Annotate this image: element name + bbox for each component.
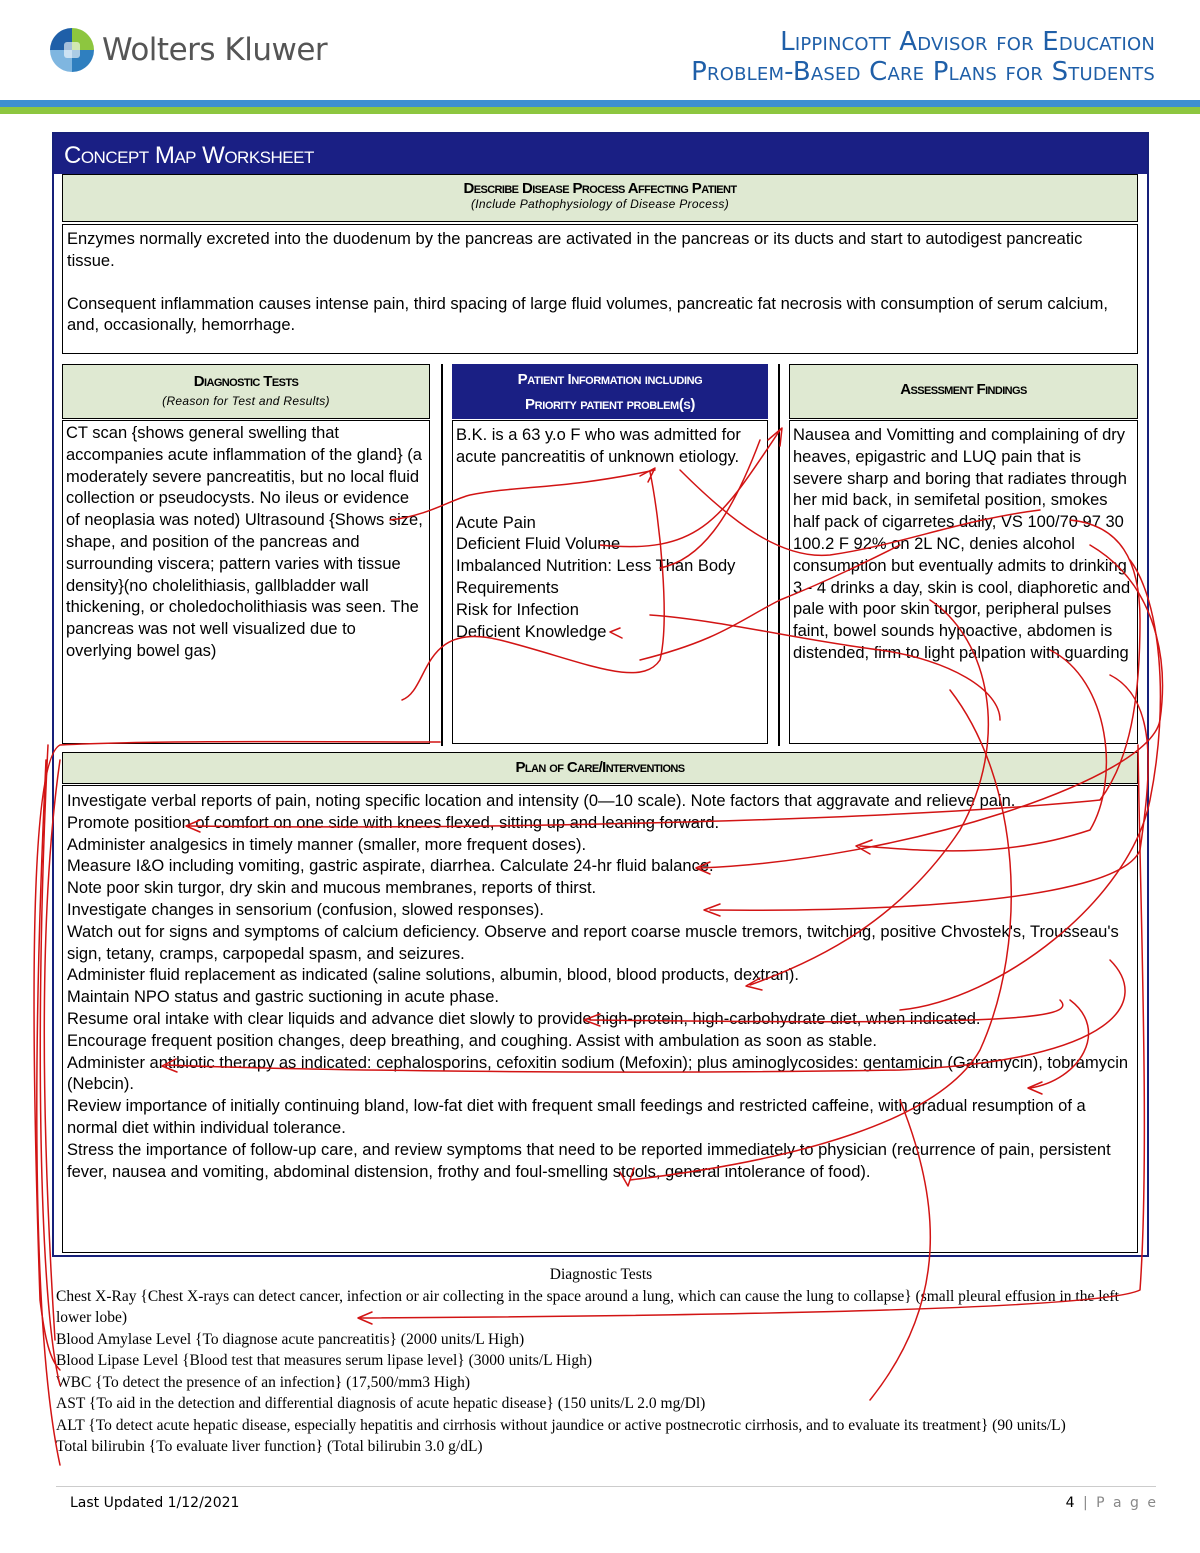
footer-divider [56, 1486, 1156, 1487]
intervention-item: Resume oral intake with clear liquids and advance diet slowly to provide high-protein, high-carbohydrate diet, when indicated. [67, 1009, 981, 1028]
intervention-item: Investigate verbal reports of pain, noting specific location and intensity (0—10 scale). Note factors that aggravate and relieve pain. [67, 792, 1016, 810]
patient-summary: B.K. is a 63 y.o F who was admitted for acute pancreatitis of unknown etiology. [456, 426, 741, 466]
intervention-item: Investigate changes in sensorium (confusion, slowed responses). [67, 900, 544, 919]
header-title-line-1: Lippincott Advisor for Education [780, 27, 1155, 57]
additional-diagnostic-tests [56, 1264, 1146, 1458]
priority-problem: Imbalanced Nutrition: Less Than Body Requirements [456, 557, 736, 597]
disease-process-heading: Describe Disease Process Affecting Patient [463, 180, 737, 197]
header-title-line-2: Problem-Based Care Plans for Students [691, 57, 1155, 87]
disease-process-header [62, 174, 1138, 222]
additional-test-item: AST {To aid in the detection and differential diagnosis of acute hepatic disease} (150 units/L 2.0 mg/Dl) [56, 1395, 706, 1412]
patient-info-header [452, 364, 768, 419]
intervention-item: Watch out for signs and symptoms of calcium deficiency. Observe and report coarse muscle tremors, twitching, positive Chvostek's, Trousseau's sign, tetany, cramps, carpopedal spasm, and seizures. [67, 922, 1119, 963]
page-number-value: 4 [1065, 1495, 1077, 1511]
wolters-kluwer-logo-icon [50, 28, 94, 72]
diagnostic-tests-text: CT scan {shows general swelling that accompanies acute inflammation of the gland} (a moderately severe pancreatitis, but no local fluid collection or pseudocysts. No ileus or evidence of neoplasia was noted) Ultrasound {Shows size, shape, and position of the pancreas and surrounding viscera; pattern varies with tissue density}(no cholelithiasis, gallbladder wall thickening, or choledocholithiasis was seen. The pancreas was not well visualized due to overlying bowel gas) [66, 424, 423, 660]
plan-of-care-header [62, 752, 1138, 784]
diagnostic-tests-subheading: (Reason for Test and Results) [162, 394, 330, 408]
page-label: | P a g e [1082, 1495, 1158, 1511]
last-updated: Last Updated 1/12/2021 [70, 1495, 240, 1511]
assessment-findings-header [789, 364, 1138, 419]
patient-info-content [452, 420, 768, 744]
disease-paragraph: Enzymes normally excreted into the duodenum by the pancreas are activated in the pancreas or its ducts and start to autodigest pancreatic tissue. [67, 230, 1083, 270]
assessment-findings-content [789, 420, 1138, 744]
assessment-findings-text: Nausea and Vomitting and complaining of dry heaves, epigastric and LUQ pain that is severe sharp and boring that radiates through her mid back, in semifetal position, smokes half pack of cigarretes daily, VS 100/70 97 30 100.2 F 92% on 2L NC, denies alcohol consumption but eventually admits to drinking 3 - 4 drinks a day, skin is cool, diaphoretic and pale with poor skin turgor, peripheral pulses faint, bowel sounds hypoactive, abdomen is distended, firm to light palpation with guarding [793, 426, 1131, 662]
header-divider-green [0, 107, 1200, 114]
column-divider [441, 364, 443, 746]
intervention-item: Administer fluid replacement as indicated (saline solutions, albumin, blood, blood products, dextran). [67, 966, 799, 985]
priority-problem: Risk for Infection [456, 600, 579, 619]
document-header-title [691, 27, 1155, 87]
disease-paragraph: Consequent inflammation causes intense pain, third spacing of large fluid volumes, pancreatic fat necrosis with consumption of serum calcium, and, occasionally, hemorrhage. [67, 294, 1108, 335]
priority-problem: Deficient Knowledge [456, 622, 607, 641]
intervention-item: Promote position of comfort on one side with knees flexed, sitting up and leaning forward. [67, 813, 720, 832]
additional-test-item: WBC {To detect the presence of an infection} (17,500/mm3 High) [56, 1373, 471, 1391]
assessment-findings-heading: Assessment Findings [900, 381, 1027, 398]
intervention-item: Stress the importance of follow-up care, and review symptoms that need to be reported immediately to physician (recurrence of pain, persistent fever, nausea and vomiting, abdominal distension, frothy and foul-smelling stools, general intolerance of food). [67, 1140, 1111, 1181]
intervention-item: Administer antibiotic therapy as indicated: cephalosporins, cefoxitin sodium (Mefoxin); plus aminoglycosides: gentamicin (Garamycin), tobramycin (Nebcin). [67, 1053, 1129, 1094]
plan-of-care-list [62, 785, 1138, 1253]
additional-tests-heading: Diagnostic Tests [549, 1266, 653, 1283]
patient-info-heading-line-1: Patient Information including [517, 371, 703, 388]
disease-process-description [62, 224, 1138, 354]
page-number [1066, 1495, 1158, 1511]
intervention-item: Encourage frequent position changes, deep breathing, and coughing. Assist with ambulation as soon as stable. [67, 1031, 877, 1050]
worksheet-title: Concept Map Worksheet [54, 134, 1147, 174]
header-divider-blue [0, 100, 1200, 107]
patient-info-heading-line-2: Priority patient problem(s) [525, 396, 695, 413]
intervention-item: Review importance of initially continuing bland, low-fat diet with frequent small feedings and restricted caffeine, with gradual resumption of a normal diet within individual tolerance. [67, 1097, 1086, 1137]
additional-test-item: ALT {To detect acute hepatic disease, especially hepatitis and cirrhosis without jaundice or active postnecrotic cirrhosis, and to evaluate its treatment} (90 units/L) [56, 1416, 1066, 1434]
diagnostic-tests-content [62, 420, 430, 744]
additional-test-item: Total bilirubin {To evaluate liver function} (Total bilirubin 3.0 g/dL) [56, 1438, 483, 1455]
column-divider [778, 364, 780, 746]
additional-test-item: Blood Amylase Level {To diagnose acute pancreatitis} (2000 units/L High) [56, 1330, 525, 1348]
additional-test-item: Blood Lipase Level {Blood test that measures serum lipase level} (3000 units/L High) [56, 1352, 593, 1369]
diagnostic-tests-heading: Diagnostic Tests [193, 373, 299, 390]
wolters-kluwer-logo [50, 22, 370, 78]
intervention-item: Note poor skin turgor, dry skin and mucous membranes, reports of thirst. [67, 879, 597, 898]
intervention-item: Measure I&O including vomiting, gastric aspirate, diarrhea. Calculate 24-hr fluid balance. [67, 857, 714, 876]
plan-of-care-heading: Plan of Care/Interventions [515, 759, 685, 776]
intervention-item: Administer analgesics in timely manner (smaller, more frequent doses). [67, 835, 587, 854]
logo-text: Wolters Kluwer [102, 32, 328, 68]
priority-problem: Acute Pain [456, 513, 536, 532]
priority-problem: Deficient Fluid Volume [456, 535, 621, 554]
additional-test-item: Chest X-Ray {Chest X-rays can detect cancer, infection or air collecting in the space around a lung, which can cause the lung to collapse} (small pleural effusion in the left lower lobe) [56, 1287, 1119, 1326]
disease-process-subheading: (Include Pathophysiology of Disease Process) [471, 197, 729, 211]
diagnostic-tests-header [62, 364, 430, 419]
intervention-item: Maintain NPO status and gastric suctioning in acute phase. [67, 988, 499, 1007]
